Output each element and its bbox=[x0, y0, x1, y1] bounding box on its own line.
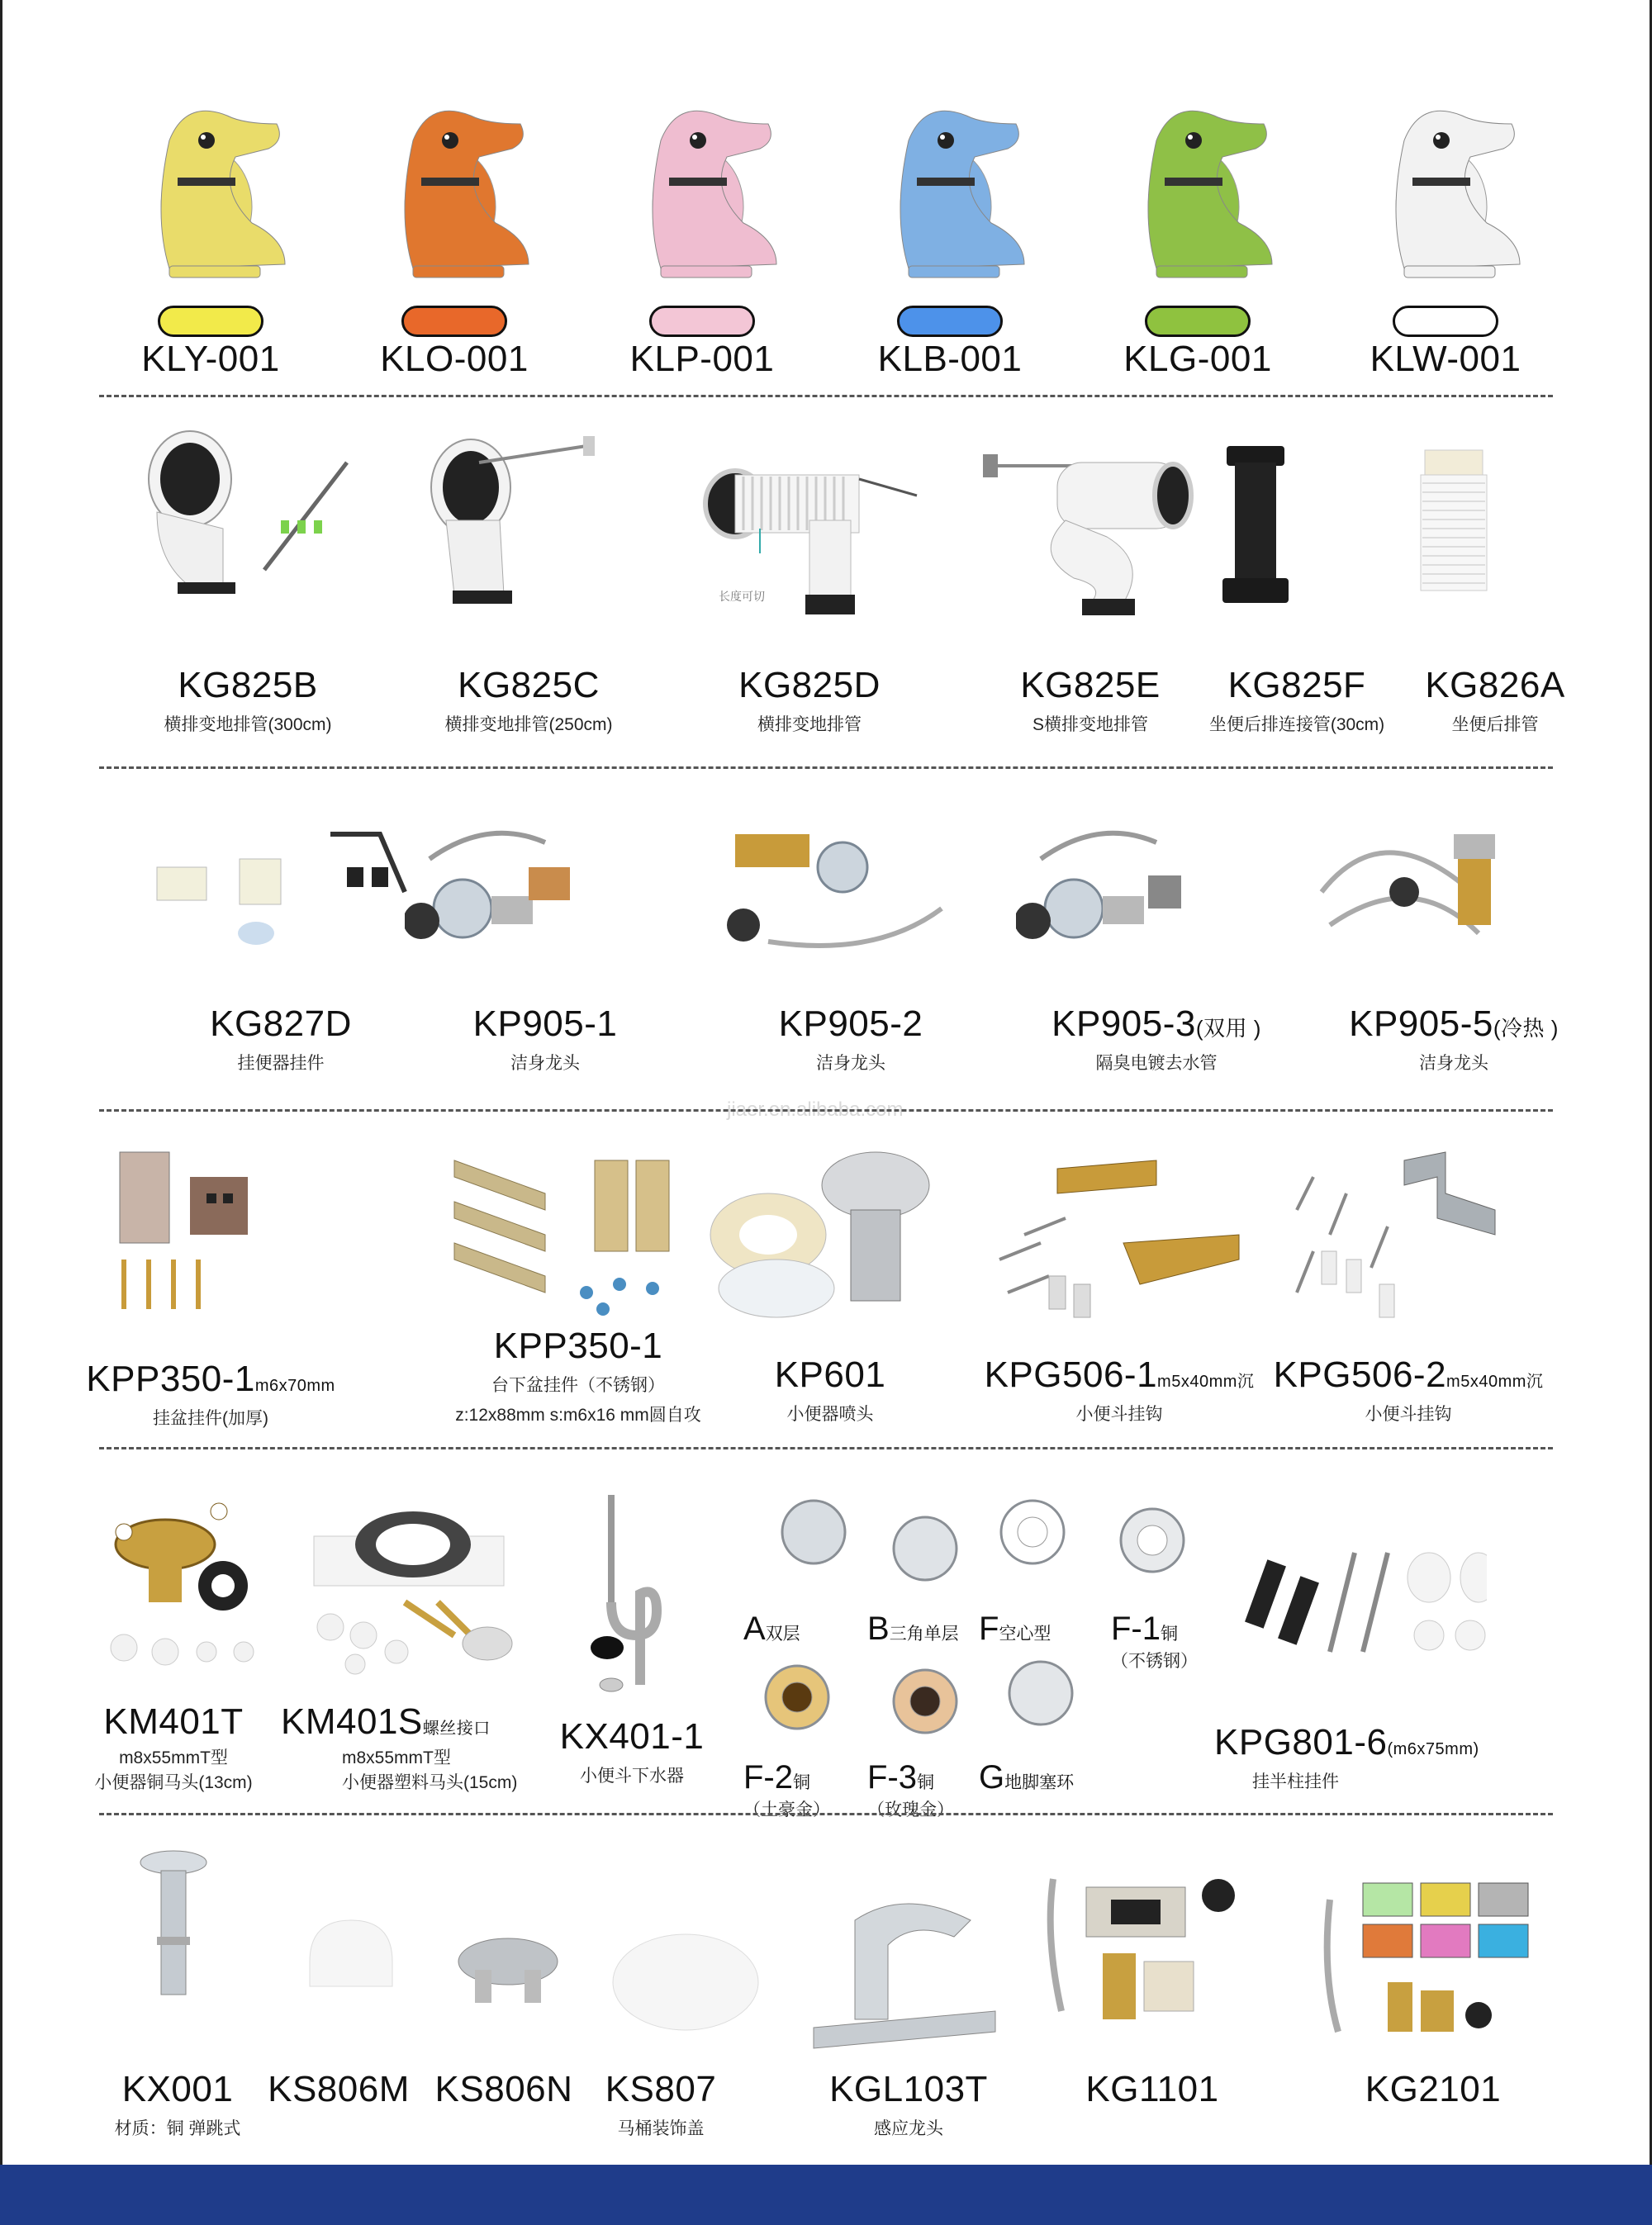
drain-cap-f-1 bbox=[1111, 1611, 1260, 1672]
color-swatch bbox=[1393, 306, 1498, 337]
product-kx001 bbox=[91, 2069, 264, 2140]
faucet-image bbox=[363, 91, 545, 293]
product-code-line bbox=[1272, 1354, 1545, 1396]
divider bbox=[99, 766, 1553, 769]
product-desc: 小便器塑料马头(15cm) bbox=[342, 1773, 518, 1792]
product-code: KPG801-6 bbox=[1214, 1722, 1388, 1762]
product-code: KPG506-2 bbox=[1273, 1354, 1447, 1395]
product-kg2101 bbox=[1330, 2069, 1536, 2110]
product-desc: 挂半柱挂件 bbox=[1252, 1772, 1339, 1791]
product-code: KGL103T bbox=[829, 2069, 988, 2109]
product-code: KPP350-1 bbox=[86, 1359, 255, 1399]
product-kp905-2 bbox=[727, 1003, 975, 1075]
product-desc: 隔臭电镀去水管 bbox=[1095, 1054, 1218, 1073]
cap-letter: A bbox=[743, 1611, 766, 1647]
product-image bbox=[450, 1912, 566, 2081]
cap-label-line bbox=[979, 1611, 1127, 1648]
product-kg825b bbox=[140, 665, 355, 736]
product-desc: 马桶装饰盖 bbox=[617, 2119, 705, 2138]
product-suffix: 螺丝接口 bbox=[422, 1720, 491, 1738]
product-code-line bbox=[1189, 665, 1404, 706]
product-code: KP905-5 bbox=[1349, 1003, 1493, 1044]
product-desc: 横排变地排管 bbox=[757, 715, 862, 734]
product-kp601 bbox=[694, 1354, 966, 1426]
product-suffix: (冷热 ) bbox=[1493, 1016, 1559, 1041]
cap-type: 铜 bbox=[917, 1773, 934, 1792]
product-desc: 小便斗挂钩 bbox=[1075, 1405, 1163, 1424]
product-code-line bbox=[983, 1354, 1256, 1396]
cap-letter: G bbox=[979, 1759, 1005, 1796]
product-desc: 小便斗下水器 bbox=[580, 1767, 684, 1786]
cap-material: （不锈钢） bbox=[1111, 1652, 1198, 1671]
product-code: KM401T bbox=[103, 1701, 244, 1742]
product-code-line bbox=[1388, 665, 1602, 706]
product-suffix: m5x40mm沉 bbox=[1157, 1373, 1255, 1391]
product-image bbox=[99, 1495, 264, 1681]
color-swatch bbox=[1145, 306, 1251, 337]
footer-band bbox=[0, 2165, 1652, 2225]
product-code: KLW-001 bbox=[1370, 339, 1521, 379]
faucet-image bbox=[1107, 91, 1289, 293]
product-kly-001 bbox=[116, 306, 306, 380]
product-desc: 感应龙头 bbox=[874, 2119, 943, 2138]
product-suffix: m6x70mm bbox=[254, 1377, 335, 1395]
product-desc: 洁身龙头 bbox=[1419, 1054, 1488, 1073]
product-code: KP905-2 bbox=[778, 1003, 923, 1044]
product-klg-001 bbox=[1103, 306, 1293, 380]
product-spec: m8x55mmT型 bbox=[342, 1748, 451, 1767]
product-suffix: (双用 ) bbox=[1195, 1016, 1261, 1041]
product-desc: 小便器铜马头(13cm) bbox=[94, 1773, 253, 1792]
product-desc: S横排变地排管 bbox=[1032, 715, 1148, 734]
cap-label-line bbox=[1111, 1611, 1260, 1648]
product-code: KLO-001 bbox=[380, 339, 529, 379]
product-code-line bbox=[694, 1354, 966, 1396]
product-image bbox=[140, 818, 413, 987]
product-code-line bbox=[1214, 1722, 1512, 1763]
product-klo-001 bbox=[359, 306, 549, 380]
cap-type: 铜 bbox=[793, 1773, 810, 1792]
product-suffix: m5x40mm沉 bbox=[1446, 1373, 1544, 1391]
cap-type: 双层 bbox=[765, 1625, 800, 1644]
product-kg825f bbox=[1189, 665, 1404, 736]
product-code: KLB-001 bbox=[877, 339, 1023, 379]
product-desc: 洁身龙头 bbox=[510, 1054, 580, 1073]
product-code-line bbox=[74, 1359, 347, 1400]
product-image bbox=[1313, 818, 1586, 987]
product-spec: m8x55mmT型 bbox=[119, 1748, 228, 1767]
product-image bbox=[991, 1144, 1247, 1330]
product-image bbox=[1313, 1875, 1553, 2044]
product-ks806n bbox=[421, 2069, 586, 2110]
drain-cap-icon bbox=[1115, 1503, 1189, 1582]
product-code: KG827D bbox=[210, 1003, 352, 1044]
faucet-image bbox=[1355, 91, 1536, 293]
product-code-line bbox=[983, 665, 1198, 706]
product-code: KG2101 bbox=[1365, 2069, 1502, 2109]
color-swatch bbox=[897, 306, 1003, 337]
product-code: KG825B bbox=[178, 665, 318, 705]
product-image bbox=[805, 1887, 1004, 2057]
product-kg825c bbox=[421, 665, 636, 736]
product-code-line bbox=[727, 1003, 975, 1045]
product-image bbox=[983, 429, 1206, 632]
product-code: KG825C bbox=[458, 665, 600, 705]
product-km401t bbox=[91, 1701, 256, 1794]
product-code: KS806M bbox=[268, 2069, 410, 2109]
cap-letter: B bbox=[867, 1611, 890, 1647]
product-image bbox=[1388, 429, 1611, 632]
product-code: KP905-1 bbox=[472, 1003, 618, 1044]
product-kpg506-1 bbox=[983, 1354, 1256, 1426]
product-code: KS807 bbox=[605, 2069, 717, 2109]
product-code: KG825D bbox=[738, 665, 881, 705]
product-code: KX001 bbox=[121, 2069, 234, 2109]
product-image bbox=[132, 1838, 215, 2007]
product-suffix: (m6x75mm) bbox=[1387, 1740, 1479, 1758]
drain-cap-g bbox=[979, 1759, 1127, 1796]
product-code: KPP350-1 bbox=[493, 1326, 663, 1366]
cap-letter: F-3 bbox=[867, 1759, 917, 1796]
product-image bbox=[1037, 1871, 1251, 2040]
product-desc: 挂盆挂件(加厚) bbox=[153, 1409, 268, 1428]
cap-type: 铜 bbox=[1161, 1625, 1178, 1644]
product-code-line bbox=[157, 1003, 405, 1045]
product-image bbox=[438, 1144, 694, 1330]
product-desc: 横排变地排管(250cm) bbox=[444, 715, 613, 734]
length-note: 长度可切 bbox=[719, 590, 765, 603]
product-code: KG825F bbox=[1227, 665, 1366, 705]
product-image bbox=[306, 1495, 520, 1681]
product-klp-001 bbox=[607, 306, 797, 380]
divider bbox=[99, 1447, 1553, 1449]
product-code: KPG506-1 bbox=[984, 1354, 1158, 1395]
product-image bbox=[83, 1144, 339, 1330]
product-desc: 挂便器挂件 bbox=[237, 1054, 325, 1073]
drain-cap-icon bbox=[888, 1511, 962, 1590]
product-code-line bbox=[1032, 1003, 1280, 1045]
product-code-line bbox=[281, 1701, 537, 1743]
product-kpp350-1 bbox=[74, 1359, 347, 1430]
product-code: KLG-001 bbox=[1123, 339, 1272, 379]
divider bbox=[99, 395, 1553, 397]
watermark: jiaer.en.alibaba.com bbox=[727, 1098, 904, 1121]
product-kp905-1 bbox=[421, 1003, 669, 1075]
product-image bbox=[421, 429, 644, 632]
product-code: KG1101 bbox=[1085, 2069, 1219, 2109]
product-code: KM401S bbox=[281, 1701, 423, 1742]
product-code: KLP-001 bbox=[629, 339, 775, 379]
product-desc: 横排变地排管(300cm) bbox=[164, 715, 332, 734]
product-code: KS806N bbox=[434, 2069, 573, 2109]
drain-cap-icon bbox=[1004, 1656, 1078, 1734]
color-swatch bbox=[158, 306, 263, 337]
divider bbox=[99, 1813, 1553, 1815]
product-code: KLY-001 bbox=[141, 339, 280, 379]
product-code-line bbox=[140, 665, 355, 706]
product-klw-001 bbox=[1351, 306, 1540, 380]
product-kp905-3 bbox=[1032, 1003, 1280, 1075]
product-kx401-1 bbox=[549, 1716, 714, 1787]
cap-material: （土豪金） bbox=[743, 1800, 830, 1819]
product-desc: 小便器喷头 bbox=[786, 1405, 874, 1424]
product-kg827d bbox=[157, 1003, 405, 1075]
drain-cap-icon bbox=[995, 1495, 1070, 1573]
product-code-line bbox=[430, 1326, 727, 1367]
divider bbox=[99, 1109, 1553, 1112]
product-image bbox=[293, 1904, 409, 2073]
cap-letter: F-2 bbox=[743, 1759, 793, 1796]
product-kg825d bbox=[702, 665, 917, 736]
faucet-image bbox=[611, 91, 793, 293]
cap-type: 三角单层 bbox=[889, 1625, 959, 1644]
product-code: KP601 bbox=[774, 1354, 886, 1395]
product-code-line bbox=[702, 665, 917, 706]
product-kpp350-1 bbox=[430, 1326, 727, 1426]
product-image bbox=[405, 818, 677, 987]
product-desc: 洁身龙头 bbox=[816, 1054, 885, 1073]
cap-type: 地脚塞环 bbox=[1004, 1773, 1075, 1792]
product-image bbox=[710, 818, 983, 987]
product-image bbox=[1016, 818, 1289, 987]
product-ks806m bbox=[256, 2069, 421, 2110]
drain-cap-icon bbox=[760, 1660, 834, 1739]
cap-material: （玫瑰金） bbox=[867, 1800, 954, 1819]
product-code: KG826A bbox=[1425, 665, 1565, 705]
cap-letter: F-1 bbox=[1111, 1611, 1161, 1647]
product-code: KG825E bbox=[1020, 665, 1161, 705]
product-image bbox=[140, 429, 363, 632]
drain-cap-icon bbox=[776, 1495, 851, 1573]
product-ks807 bbox=[578, 2069, 743, 2140]
product-km401s bbox=[281, 1701, 537, 1794]
drain-cap-icon bbox=[888, 1664, 962, 1743]
product-kg826a bbox=[1388, 665, 1602, 736]
product-kgl103t bbox=[793, 2069, 1024, 2140]
cap-letter: F bbox=[979, 1611, 999, 1647]
color-swatch bbox=[401, 306, 507, 337]
cap-label-line bbox=[979, 1759, 1127, 1796]
product-code-line bbox=[421, 665, 636, 706]
product-image bbox=[1239, 1528, 1487, 1697]
product-kp905-5 bbox=[1330, 1003, 1578, 1075]
product-desc: 材质：铜 弹跳式 bbox=[114, 2119, 241, 2138]
product-klb-001 bbox=[855, 306, 1045, 380]
product-desc: 坐便后排连接管(30cm) bbox=[1208, 715, 1385, 734]
product-image bbox=[578, 1487, 677, 1706]
product-code: KP905-3 bbox=[1051, 1003, 1196, 1044]
color-swatch bbox=[649, 306, 755, 337]
product-spec: z:12x88mm s:m6x16 mm圆自攻 bbox=[455, 1406, 701, 1425]
faucet-image bbox=[120, 91, 301, 293]
product-kg1101 bbox=[1057, 2069, 1247, 2110]
product-image bbox=[1280, 1144, 1536, 1330]
product-desc: 台下盆挂件（不锈钢） bbox=[491, 1376, 665, 1395]
product-kpg506-2 bbox=[1272, 1354, 1545, 1426]
product-kg825e bbox=[983, 665, 1198, 736]
product-desc: 坐便后排管 bbox=[1451, 715, 1539, 734]
faucet-image bbox=[859, 91, 1041, 293]
drain-cap-f bbox=[979, 1611, 1127, 1648]
product-image bbox=[1189, 429, 1412, 632]
product-desc: 小便斗挂钩 bbox=[1365, 1405, 1452, 1424]
cap-type: 空心型 bbox=[999, 1625, 1051, 1644]
product-code-line bbox=[1330, 1003, 1578, 1045]
product-image bbox=[702, 1144, 958, 1330]
product-kpg801-6 bbox=[1214, 1722, 1512, 1793]
product-code-line bbox=[421, 1003, 669, 1045]
product-code: KX401-1 bbox=[559, 1716, 705, 1757]
